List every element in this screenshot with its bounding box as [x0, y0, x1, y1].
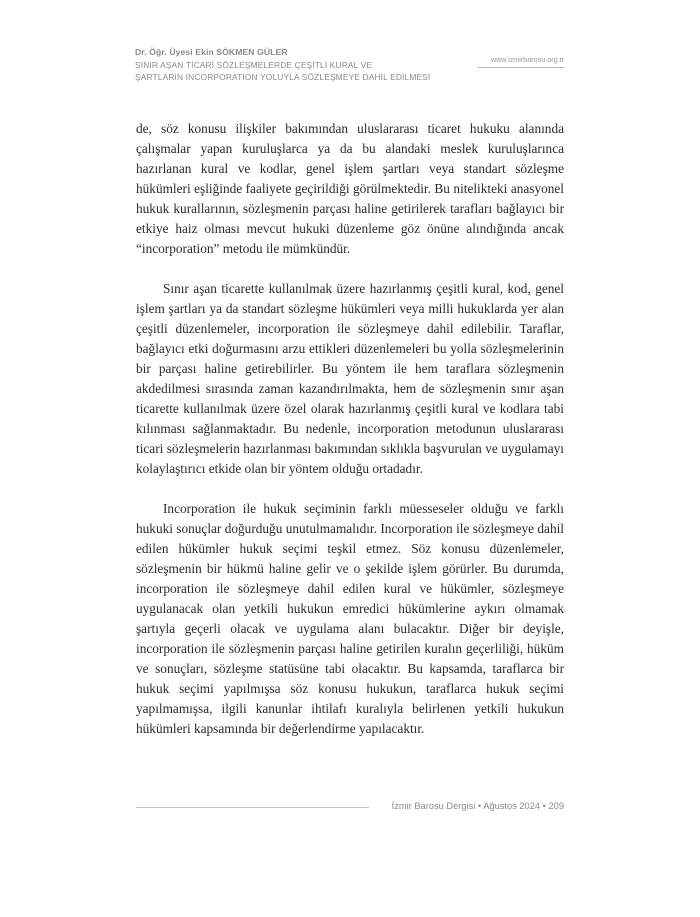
header-url: www.izmirbarosu.org.tr	[490, 55, 564, 64]
header-divider	[478, 67, 564, 68]
paragraph-2: Sınır aşan ticarette kullanılmak üzere hazırlanmış çeşitli kural, kod, genel işlem şartları ya da standart sözleşme hükümleri veya milli hukuklarda yer alan çeşitli düzenlemeler, incorporation ile sözleşmeye dahil edilebilir. Taraflar, bağlayıcı etki doğurmasını arzu ettikleri düzenlemeleri bu yolla sözleşmelerinin bir parçası haline getirebilirler. Bu yöntem ile hem taraflara sözleşmenin akdedilmesi sırasında zaman kazandırılmakta, hem de sözleşmenin sınır aşan ticarette kullanılmak üzere özel olarak hazırlanmış çeşitli kural ve kodlara tabi kılınması sağlanmaktadır. Bu nedenle, incorporation metodunun uluslararası ticari sözleşmelerin hazırlanması bakımından sıklıkla başvurulan ve uygulamayı kolaylaştırıcı etkide olan bir yöntem olduğu ortadadır.	[136, 280, 564, 477]
footer-divider	[136, 807, 369, 808]
footer-journal-info: İzmir Barosu Dergisi • Ağustos 2024 • 209	[391, 801, 564, 811]
header-title-line-2: ŞARTLARIN INCORPORATION YOLUYLA SÖZLEŞMEYE DAHİL EDİLMESİ	[135, 71, 431, 82]
body-text	[136, 119, 564, 759]
header-author: Dr. Öğr. Üyesi Ekin SÖKMEN GÜLER	[135, 47, 288, 57]
header-title	[135, 60, 475, 83]
header-title-line-1: SINIR AŞAN TİCARİ SÖZLEŞMELERDE ÇEŞİTLİ KURAL VE	[135, 60, 373, 70]
paragraph-3: Incorporation ile hukuk seçiminin farklı müesseseler olduğu ve farklı hukuki sonuçlar doğurduğu unutulmamalıdır. Incorporation ile sözleşmeye dahil edilen hükümler hukuk seçimi teşkil etmez. Söz konusu düzenlemeler, sözleşmenin bir hükmü haline gelir ve o şekilde işlem görürler. Bu durumda, incorporation ile sözleşmeye dahil edilen kural ve hükümler, sözleşmeye uygulanacak olan yetkili hukukun emredici hükümlerine aykırı olmamak şartıyla geçerli olacak ve uygulama alanı bulacaktır. Diğer bir deyişle, incorporation ile sözleşmenin parçası haline getirilen kuralın geçerliliği, hüküm ve sonuçları, sözleşme statüsüne tabi olacaktır. Bu kapsamda, taraflarca bir hukuk seçimi yapılmışsa söz konusu hukukun, taraflarca hukuk seçimi yapılmamışsa, ilgili kanunlar ihtilafı kuralıyla belirlenen yetkili hukukun hükümleri kapsamında bir değerlendirme yapılacaktır.	[136, 500, 564, 737]
paragraph-1: de, söz konusu ilişkiler bakımından uluslararası ticaret hukuku alanında çalışmalar yapan kuruluşlarca ya da bu alandaki meslek kuruluşlarınca hazırlanan kural ve kodlar, genel işlem şartları veya standart sözleşme hükümleri eşliğinde faaliyete geçirildiği görülmektedir. Bu nitelikteki anasyonel hukuk kurallarının, sözleşmenin parçası haline getirilerek tarafları bağlayıcı bir etkiye haiz olması mevcut hukuki düzenleme göz önüne alındığında ancak “incorporation” metodu ile mümkündür.	[136, 121, 564, 257]
